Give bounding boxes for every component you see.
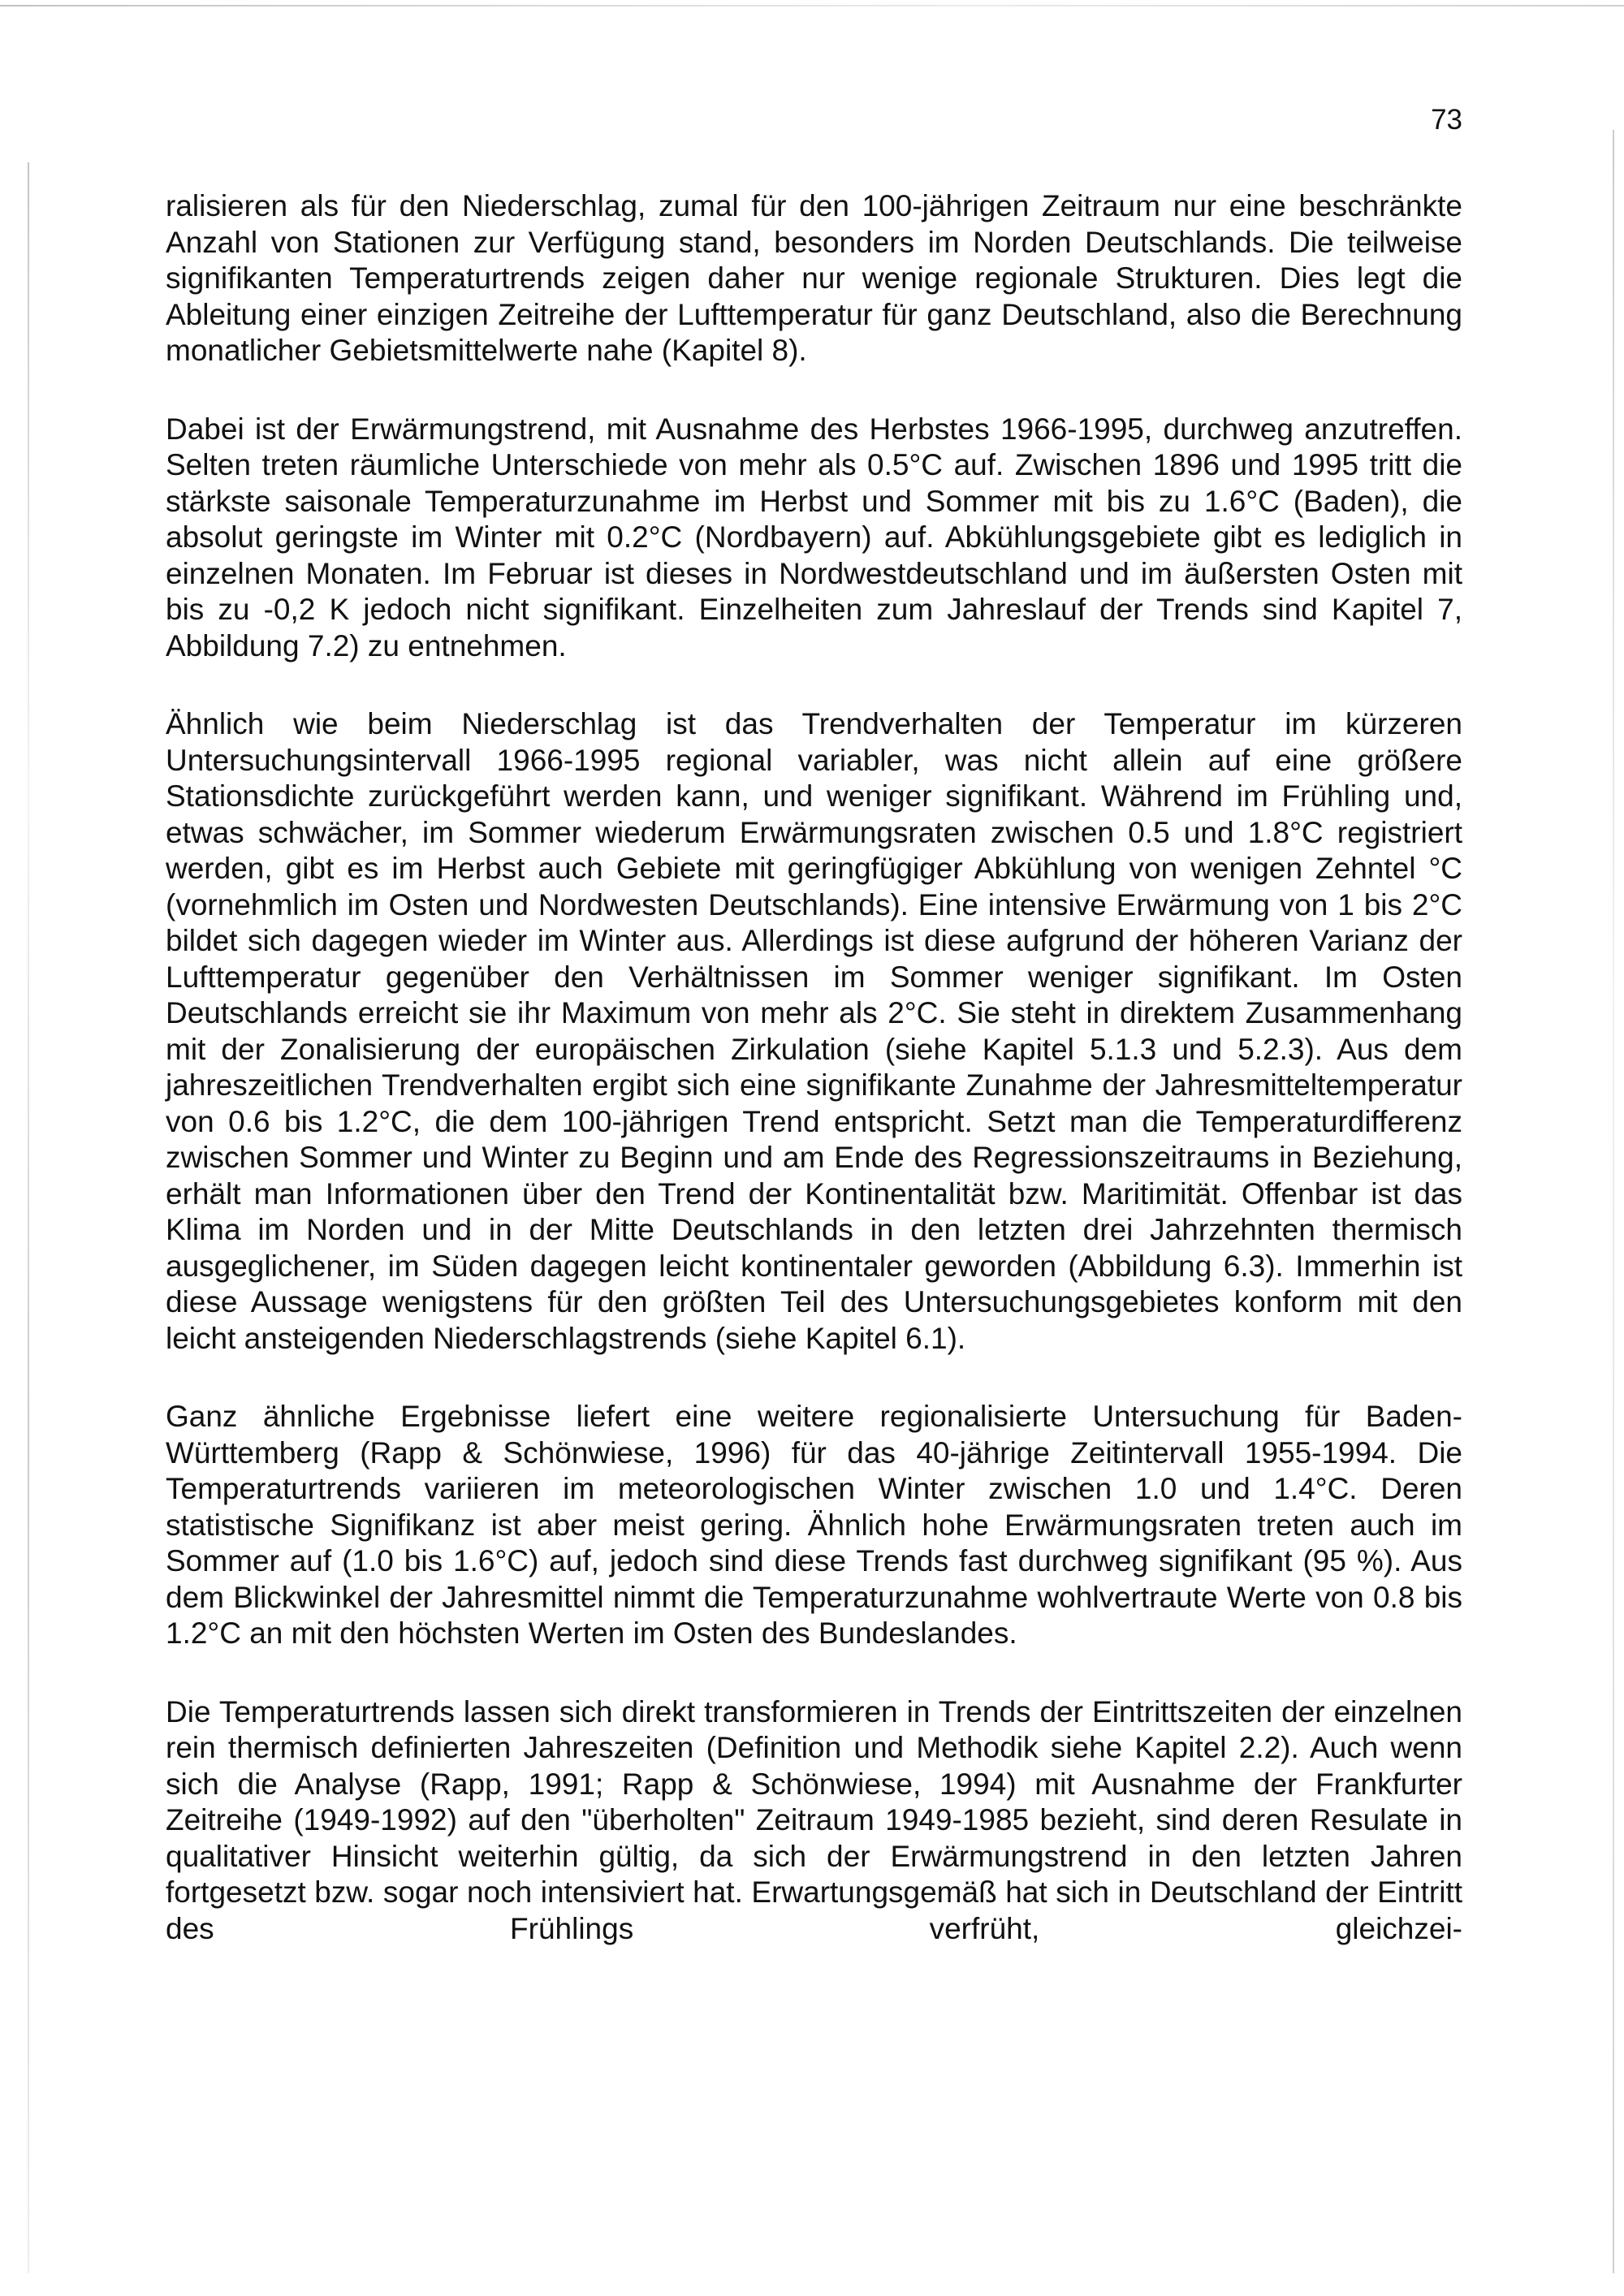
page-body <box>166 188 1462 1947</box>
paragraph-3: Ähnlich wie beim Niederschlag ist das Trendverhalten der Temperatur im kürzeren Untersuchungsintervall 1966-1995 regional variabler, was nicht allein auf eine größere Stationsdichte zurückgeführt werden kann, und weniger signifikant. Während im Frühling und, etwas schwächer, im Sommer wiederum Erwärmungsraten zwischen 0.5 und 1.8°C registriert werden, gibt es im Herbst auch Gebiete mit geringfügiger Abkühlung von wenigen Zehntel °C (vornehmlich im Osten und Nordwesten Deutschlands). Eine intensive Erwärmung von 1 bis 2°C bildet sich dagegen wieder im Winter aus. Allerdings ist diese aufgrund der höheren Varianz der Lufttemperatur gegenüber den Verhältnissen im Sommer weniger signifikant. Im Osten Deutschlands erreicht sie ihr Maximum von mehr als 2°C. Sie steht in direktem Zusammenhang mit der Zonalisierung der europäischen Zirkulation (siehe Kapitel 5.1.3 und 5.2.3). Aus dem jahreszeitlichen Trendverhalten ergibt sich eine signifikante Zunahme der Jahresmitteltemperatur von 0.6 bis 1.2°C, die dem 100-jährigen Trend entspricht. Setzt man die Temperaturdifferenz zwischen Sommer und Winter zu Beginn und am Ende des Regressionszeitraums in Beziehung, erhält man Informationen über den Trend der Kontinentalität bzw. Maritimität. Offenbar ist das Klima im Norden und in der Mitte Deutschlands in den letzten drei Jahrzehnten thermisch ausgeglichener, im Süden dagegen leicht kontinentaler geworden (Abbildung 6.3). Immerhin ist diese Aussage wenigstens für den größten Teil des Untersuchungsgebietes konform mit den leicht ansteigenden Niederschlagstrends (siehe Kapitel 6.1). <box>166 707 1462 1355</box>
page-number: 73 <box>1431 104 1462 136</box>
paragraph-1: ralisieren als für den Niederschlag, zumal für den 100-jährigen Zeitraum nur eine beschränkte Anzahl von Stationen zur Verfügung stand, besonders im Norden Deutschlands. Die teilweise signifikanten Temperaturtrends zeigen daher nur wenige regionale Strukturen. Dies legt die Ableitung einer einzigen Zeitreihe der Lufttemperatur für ganz Deutschland, also die Berechnung monatlicher Gebietsmittelwerte nahe (Kapitel 8). <box>166 189 1462 367</box>
paragraph-2: Dabei ist der Erwärmungstrend, mit Ausnahme des Herbstes 1966-1995, durchweg anzutreffen. Selten treten räumliche Unterschiede von mehr als 0.5°C auf. Zwischen 1896 und 1995 tritt die stärkste saisonale Temperaturzunahme im Herbst und Sommer mit bis zu 1.6°C (Baden), die absolut geringste im Winter mit 0.2°C (Nordbayern) auf. Abkühlungsgebiete gibt es lediglich in einzelnen Monaten. Im Februar ist dieses in Nordwestdeutschland und im äußersten Osten mit bis zu -0,2 K jedoch nicht signifikant. Einzelheiten zum Jahreslauf der Trends sind Kapitel 7, Abbildung 7.2) zu entnehmen. <box>166 412 1462 662</box>
scan-edge-top <box>0 5 1624 6</box>
paragraph-4: Ganz ähnliche Ergebnisse liefert eine weitere regionalisierte Untersuchung für Baden-Württemberg (Rapp & Schönwiese, 1996) für das 40-jährige Zeitintervall 1955-1994. Die Temperaturtrends variieren im meteorologischen Winter zwischen 1.0 und 1.4°C. Deren statistische Signifikanz ist aber meist gering. Ähnlich hohe Erwärmungsraten treten auch im Sommer auf (1.0 bis 1.6°C) auf, jedoch sind diese Trends fast durchweg signifikant (95 %). Aus dem Blickwinkel der Jahresmittel nimmt die Temperaturzunahme wohlvertraute Werte von 0.8 bis 1.2°C an mit den höchsten Werten im Osten des Bundeslandes. <box>166 1400 1462 1650</box>
paragraph-5: Die Temperaturtrends lassen sich direkt transformieren in Trends der Eintrittszeiten der einzelnen rein thermisch definierten Jahreszeiten (Definition und Methodik siehe Kapitel 2.2). Auch wenn sich die Analyse (Rapp, 1991; Rapp & Schönwiese, 1994) mit Ausnahme der Frankfurter Zeitreihe (1949-1992) auf den "überholten" Zeitraum 1949-1985 bezieht, sind deren Resulate in qualitativer Hinsicht weiterhin gültig, da sich der Erwärmungstrend in den letzten Jahren fortgesetzt bzw. sogar noch intensiviert hat. Erwartungsgemäß hat sich in Deutschland der Eintritt des Frühlings verfrüht, gleichzei- <box>166 1694 1462 1945</box>
scan-edge-left <box>28 162 29 2273</box>
scan-edge-right <box>1613 130 1614 2273</box>
